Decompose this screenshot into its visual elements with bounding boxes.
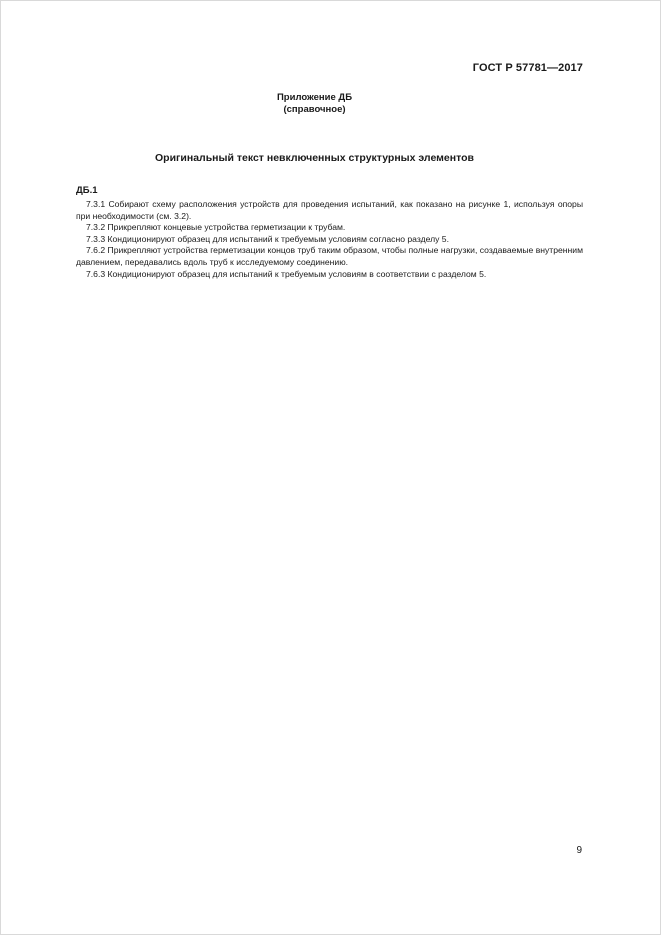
paragraph-7-3-3: 7.3.3 Кондиционируют образец для испытаний к требуемым условиям согласно разделу 5. <box>86 233 449 244</box>
subsection-label: ДБ.1 <box>76 185 98 196</box>
body-text <box>76 199 583 280</box>
standard-id: ГОСТ Р 57781—2017 <box>472 62 583 74</box>
annex-heading <box>0 92 629 116</box>
paragraph-7-3-1: 7.3.1 Собирают схему расположения устройств для проведения испытаний, как показано на рисунке 1, используя опоры при необходимости (см. 3.2). <box>76 199 583 221</box>
annex-title: Приложение ДБ <box>276 92 353 103</box>
paragraph-7-6-2: 7.6.2 Прикрепляют устройства герметизации концов труб таким образом, чтобы полные нагрузки, создаваемые внутренним давлением, передавались вдоль труб к исследуемому соединению. <box>76 245 583 267</box>
page-number: 9 <box>576 845 582 856</box>
annex-subtitle: (справочное) <box>283 104 346 115</box>
paragraph-7-6-3: 7.6.3 Кондиционируют образец для испытаний к требуемым условиям в соответствии с разделом 5. <box>86 268 487 279</box>
section-title: Оригинальный текст невключенных структурных элементов <box>155 152 474 164</box>
paragraph-7-3-2: 7.3.2 Прикрепляют концевые устройства герметизации к трубам. <box>86 222 346 233</box>
